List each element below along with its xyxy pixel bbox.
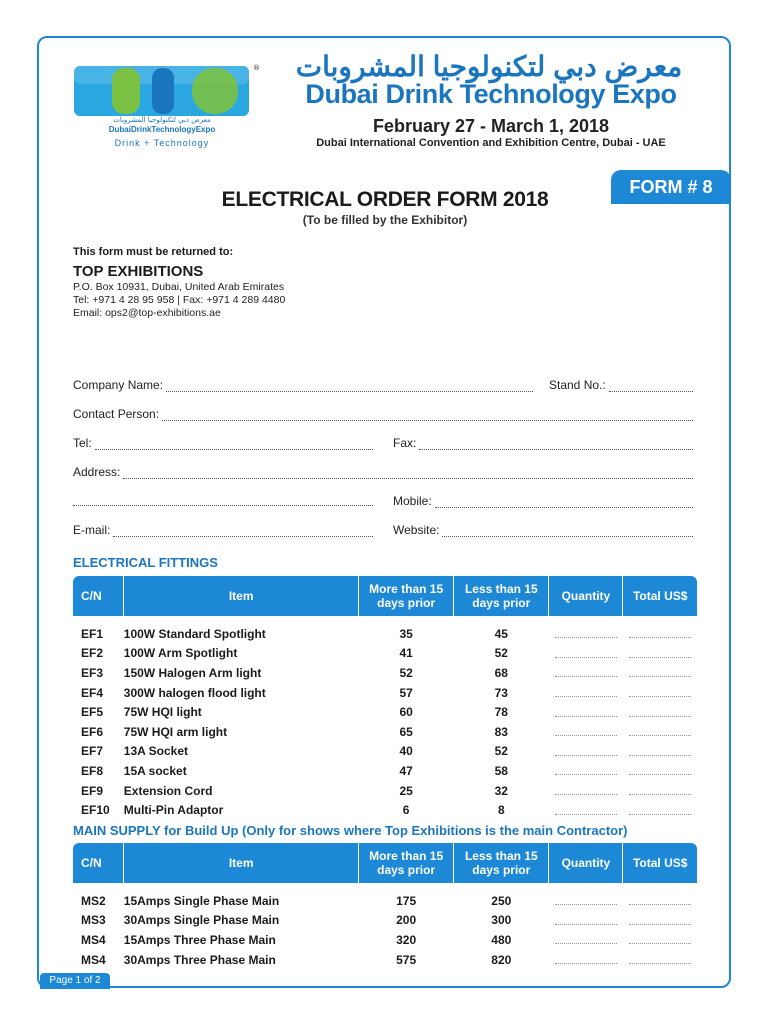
row-price-more: 6 (402, 803, 410, 818)
row-price-less: 58 (494, 763, 508, 778)
stand-no-label: Stand No.: (549, 378, 606, 392)
row-price-more: 320 (396, 932, 417, 947)
logo-tagline: Drink + Technology (114, 138, 210, 148)
row-quantity-cell[interactable] (549, 761, 623, 781)
row-cn: EF2 (81, 646, 104, 661)
row-quantity-cell[interactable] (549, 800, 623, 820)
row-price-more: 35 (399, 626, 413, 641)
row-item: 300W halogen flood light (123, 685, 266, 700)
return-instruction: This form must be returned to: (73, 246, 234, 258)
row-price-more: 175 (396, 893, 417, 908)
logo-name-line: DubaiDrinkTechnologyExpo (108, 125, 216, 134)
row-cn: EF4 (81, 685, 104, 700)
quantity-input-line[interactable] (555, 705, 617, 717)
row-item: 100W Arm Spotlight (123, 646, 238, 661)
registered-mark: ® (253, 64, 260, 72)
form-subtitle: (To be filled by the Exhibitor) (302, 213, 468, 227)
mobile-field[interactable] (393, 494, 693, 508)
table-row (73, 663, 697, 683)
website-field[interactable] (393, 523, 693, 537)
row-quantity-cell[interactable] (549, 683, 623, 703)
header-quantity: Quantity (549, 843, 623, 883)
quantity-input-line[interactable] (555, 685, 617, 697)
spacer-row (73, 883, 697, 891)
stand-no-field[interactable] (549, 378, 693, 392)
quantity-input-line[interactable] (555, 932, 617, 944)
stand-no-input-line[interactable] (609, 380, 693, 392)
organizer-phone: Tel: +971 4 28 95 958 | Fax: +971 4 289 4480 (73, 294, 286, 306)
quantity-input-line[interactable] (555, 952, 617, 964)
total-input-line[interactable] (629, 913, 691, 925)
email-label: E-mail: (73, 523, 111, 537)
total-input-line[interactable] (629, 724, 691, 736)
total-input-line[interactable] (629, 665, 691, 677)
row-price-less: 68 (494, 665, 508, 680)
quantity-input-line[interactable] (555, 724, 617, 736)
row-price-less: 250 (491, 893, 512, 908)
mobile-label: Mobile: (393, 494, 432, 508)
company-name-input-line[interactable] (166, 380, 533, 392)
header-less-than: Less than 15 days prior (454, 843, 549, 883)
contact-person-field[interactable] (73, 407, 693, 421)
row-price-more: 60 (399, 705, 413, 720)
total-input-line[interactable] (629, 705, 691, 717)
row-price-less: 52 (494, 744, 508, 759)
company-name-label: Company Name: (73, 378, 164, 392)
total-input-line[interactable] (629, 932, 691, 944)
header-item: Item (124, 843, 359, 883)
row-item: 100W Standard Spotlight (123, 626, 266, 641)
quantity-input-line[interactable] (555, 803, 617, 815)
fittings-header-row (73, 576, 697, 616)
row-total-cell[interactable] (623, 663, 697, 683)
total-input-line[interactable] (629, 646, 691, 658)
table-row (73, 781, 697, 801)
address-field[interactable] (73, 465, 693, 479)
row-item: 75W HQI light (123, 705, 202, 720)
row-price-less: 78 (494, 705, 508, 720)
row-price-more: 200 (396, 913, 417, 928)
row-cn: EF1 (81, 626, 104, 641)
quantity-input-line[interactable] (555, 763, 617, 775)
main-supply-section-title: MAIN SUPPLY for Build Up (Only for shows where Top Exhibitions is the main Contractor) (73, 823, 628, 838)
event-venue: Dubai International Convention and Exhibition Centre, Dubai - UAE (316, 137, 666, 149)
total-input-line[interactable] (629, 783, 691, 795)
row-cn: EF10 (81, 803, 110, 818)
row-price-more: 41 (399, 646, 413, 661)
row-quantity-cell[interactable] (549, 742, 623, 762)
row-total-cell[interactable] (623, 950, 697, 970)
fittings-body (73, 616, 697, 820)
row-cn: EF9 (81, 783, 104, 798)
row-cn: EF7 (81, 744, 104, 759)
total-input-line[interactable] (629, 763, 691, 775)
tel-label: Tel: (73, 436, 92, 450)
row-total-cell[interactable] (623, 722, 697, 742)
header-less-than: Less than 15 days prior (454, 576, 549, 616)
main-supply-table (73, 843, 697, 969)
row-price-less: 83 (494, 724, 508, 739)
main-supply-header-row (73, 843, 697, 883)
email-field[interactable] (73, 523, 373, 537)
mobile-input-line[interactable] (435, 496, 693, 508)
table-row (73, 911, 697, 931)
logo-arabic: معرض دبي لتكنولوجيا المشروبات (113, 116, 211, 124)
row-total-cell[interactable] (623, 930, 697, 950)
row-cn: EF5 (81, 705, 104, 720)
header-more-than: More than 15 days prior (359, 843, 454, 883)
row-quantity-cell[interactable] (549, 930, 623, 950)
header-quantity: Quantity (549, 576, 623, 616)
quantity-input-line[interactable] (555, 646, 617, 658)
table-row (73, 644, 697, 664)
address-input-line[interactable] (123, 467, 693, 479)
fax-label: Fax: (393, 436, 417, 450)
table-row (73, 930, 697, 950)
row-item: Multi-Pin Adaptor (123, 803, 224, 818)
quantity-input-line[interactable] (555, 626, 617, 638)
table-row (73, 742, 697, 762)
row-total-cell[interactable] (623, 644, 697, 664)
row-cn: EF3 (81, 665, 104, 680)
address-line-2-field[interactable] (73, 494, 373, 506)
row-item: Extension Cord (123, 783, 213, 798)
organizer-address: P.O. Box 10931, Dubai, United Arab Emirates (73, 281, 285, 293)
spacer-row (73, 616, 697, 624)
row-quantity-cell[interactable] (549, 781, 623, 801)
quantity-input-line[interactable] (555, 783, 617, 795)
header-total: Total US$ (623, 843, 697, 883)
contact-person-label: Contact Person: (73, 407, 160, 421)
row-price-less: 45 (494, 626, 508, 641)
row-price-more: 47 (399, 763, 413, 778)
website-label: Website: (393, 523, 440, 537)
main-supply-body (73, 883, 697, 969)
row-quantity-cell[interactable] (549, 644, 623, 664)
row-item: 75W HQI arm light (123, 724, 228, 739)
address-line-2-input-line[interactable] (73, 494, 373, 506)
row-quantity-cell[interactable] (549, 950, 623, 970)
form-number-tab: FORM # 8 (611, 170, 731, 204)
table-row (73, 800, 697, 820)
table-row (73, 683, 697, 703)
row-quantity-cell[interactable] (549, 722, 623, 742)
row-item: 13A Socket (123, 744, 189, 759)
row-quantity-cell[interactable] (549, 911, 623, 931)
address-label: Address: (73, 465, 121, 479)
row-price-less: 8 (497, 803, 505, 818)
quantity-input-line[interactable] (555, 913, 617, 925)
row-quantity-cell[interactable] (549, 663, 623, 683)
total-input-line[interactable] (629, 803, 691, 815)
total-input-line[interactable] (629, 744, 691, 756)
row-price-more: 25 (399, 783, 413, 798)
row-item: 15Amps Single Phase Main (123, 893, 280, 908)
arabic-title: معرض دبي لتكنولوجيا المشروبات (295, 51, 683, 82)
row-total-cell[interactable] (623, 781, 697, 801)
row-total-cell[interactable] (623, 683, 697, 703)
fittings-section-title: ELECTRICAL FITTINGS (73, 555, 218, 570)
header-cn: C/N (73, 843, 124, 883)
row-item: 150W Halogen Arm light (123, 665, 262, 680)
company-name-field[interactable] (73, 378, 533, 392)
quantity-input-line[interactable] (555, 665, 617, 677)
row-total-cell[interactable] (623, 742, 697, 762)
total-input-line[interactable] (629, 893, 691, 905)
header-cn: C/N (73, 576, 124, 616)
row-item: 15Amps Three Phase Main (123, 932, 276, 947)
row-total-cell[interactable] (623, 800, 697, 820)
header-total: Total US$ (623, 576, 697, 616)
row-price-less: 73 (494, 685, 508, 700)
table-row (73, 702, 697, 722)
row-quantity-cell[interactable] (549, 624, 623, 644)
row-price-more: 575 (396, 952, 417, 967)
row-price-less: 820 (491, 952, 512, 967)
row-price-more: 65 (399, 724, 413, 739)
tel-input-line[interactable] (95, 438, 373, 450)
table-row (73, 624, 697, 644)
total-input-line[interactable] (629, 626, 691, 638)
fax-field[interactable] (393, 436, 693, 450)
row-cn: MS4 (81, 952, 106, 967)
row-total-cell[interactable] (623, 702, 697, 722)
organizer-name: TOP EXHIBITIONS (73, 263, 204, 280)
row-item: 15A socket (123, 763, 187, 778)
row-price-less: 32 (494, 783, 508, 798)
table-row (73, 722, 697, 742)
row-price-less: 300 (491, 913, 512, 928)
row-price-less: 52 (494, 646, 508, 661)
row-item: 30Amps Three Phase Main (123, 952, 276, 967)
contact-person-input-line[interactable] (162, 409, 693, 421)
row-cn: EF8 (81, 763, 104, 778)
table-row (73, 761, 697, 781)
table-row (73, 950, 697, 970)
row-cn: MS3 (81, 913, 106, 928)
row-total-cell[interactable] (623, 891, 697, 911)
row-cn: MS2 (81, 893, 106, 908)
row-price-more: 40 (399, 744, 413, 759)
fittings-table (73, 576, 697, 820)
organizer-email: Email: ops2@top-exhibitions.ae (73, 307, 221, 319)
row-total-cell[interactable] (623, 624, 697, 644)
row-cn: EF6 (81, 724, 104, 739)
quantity-input-line[interactable] (555, 893, 617, 905)
event-dates: February 27 - March 1, 2018 (372, 116, 610, 136)
row-total-cell[interactable] (623, 761, 697, 781)
row-item: 30Amps Single Phase Main (123, 913, 280, 928)
header-more-than: More than 15 days prior (359, 576, 454, 616)
row-cn: MS4 (81, 932, 106, 947)
page-indicator: Page 1 of 2 (40, 973, 110, 989)
tel-field[interactable] (73, 436, 373, 450)
form-title: ELECTRICAL ORDER FORM 2018 (221, 188, 549, 211)
row-price-more: 52 (399, 665, 413, 680)
quantity-input-line[interactable] (555, 744, 617, 756)
header-item: Item (124, 576, 359, 616)
ddte-logo (72, 62, 262, 152)
table-row (73, 891, 697, 911)
total-input-line[interactable] (629, 952, 691, 964)
website-input-line[interactable] (442, 525, 693, 537)
total-input-line[interactable] (629, 685, 691, 697)
row-quantity-cell[interactable] (549, 891, 623, 911)
row-price-more: 57 (399, 685, 413, 700)
expo-title: Dubai Drink Technology Expo (305, 79, 677, 109)
email-input-line[interactable] (113, 525, 373, 537)
fax-input-line[interactable] (419, 438, 693, 450)
row-quantity-cell[interactable] (549, 702, 623, 722)
row-price-less: 480 (491, 932, 512, 947)
row-total-cell[interactable] (623, 911, 697, 931)
